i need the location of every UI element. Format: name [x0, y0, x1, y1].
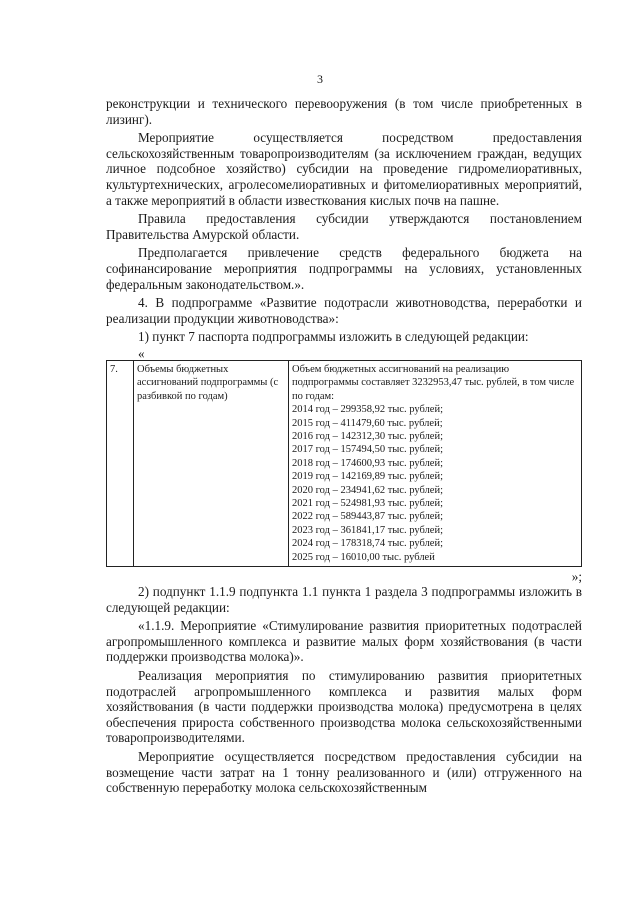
document-body	[106, 96, 582, 799]
table-row	[107, 360, 582, 566]
paragraph: Правила предоставления субсидии утверждаются постановлением Правительства Амурской области.	[106, 211, 582, 242]
page-number: 3	[317, 72, 323, 86]
value-cell	[289, 360, 582, 566]
quote-open-mark: «	[138, 345, 145, 361]
year-line: 2016 год – 142312,30 тыс. рублей;	[292, 430, 444, 442]
budget-intro: Объем бюджетных ассигнований на реализацию подпрограммы составляет 3232953,47 тыс. рублей, в том числе по годам:	[292, 363, 575, 402]
year-line: 2014 год – 299358,92 тыс. рублей;	[292, 404, 444, 416]
year-line: 2025 год – 16010,00 тыс. рублей	[292, 551, 435, 563]
year-line: 2018 год – 174600,93 тыс. рублей;	[292, 457, 444, 469]
row-number-cell: 7.	[107, 360, 134, 566]
paragraph: Реализация мероприятия по стимулированию развития приоритетных подотраслей агропромышленного комплекса и развития малых форм хозяйствования (в части поддержки производства молока) предусмотрена в целях обеспечения прироста собственного производства молока сельскохозяйственными товаропроизводителями.	[106, 667, 582, 746]
paragraph: реконструкции и технического перевооружения (в том числе приобретенных в лизинг).	[106, 96, 582, 127]
year-line: 2017 год – 157494,50 тыс. рублей;	[292, 444, 444, 456]
year-line: 2020 год – 234941,62 тыс. рублей;	[292, 484, 444, 496]
paragraph: 2) подпункт 1.1.9 подпункта 1.1 пункта 1 раздела 3 подпрограммы изложить в следующей редакции:	[106, 584, 582, 615]
paragraph: Мероприятие осуществляется посредством предоставления субсидии на возмещение части затрат на 1 тонну реализованного и (или) отгруженного на собственную переработку молока сельскохозяйственным	[106, 748, 582, 796]
year-line: 2024 год – 178318,74 тыс. рублей;	[292, 538, 444, 550]
paragraph: «1.1.9. Мероприятие «Стимулирование развития приоритетных подотраслей агропромышленного комплекса и развитие малых форм хозяйствования (в части поддержки производства молока)».	[106, 618, 582, 665]
year-line: 2021 год – 524981,93 тыс. рублей;	[292, 497, 444, 509]
budget-table	[106, 360, 582, 567]
paragraph: Мероприятие осуществляется посредством предоставления сельскохозяйственным товаропроизводителям (за исключением граждан, ведущих личное подсобное хозяйство) субсидии на проведение гидромелиоративных, культуртехнических, агролесомелиоративных и фитомелиоративных мероприятий, а также мероприятий в области известкования кислых почв на пашне.	[106, 130, 582, 208]
year-line: 2015 год – 411479,60 тыс. рублей;	[292, 417, 443, 429]
year-line: 2022 год – 589443,87 тыс. рублей;	[292, 511, 444, 523]
quote-close-mark: »;	[571, 569, 582, 584]
paragraph: 1) пункт 7 паспорта подпрограммы изложить в следующей редакции:	[138, 329, 529, 345]
label-cell: Объемы бюджетных ассигнований подпрограммы (с разбивкой по годам)	[134, 360, 289, 566]
paragraph: Предполагается привлечение средств федерального бюджета на софинансирование мероприятия подпрограммы на условиях, установленных федеральным законодательством.».	[106, 245, 582, 292]
year-line: 2023 год – 361841,17 тыс. рублей;	[292, 524, 444, 536]
paragraph: 4. В подпрограмме «Развитие подотрасли животноводства, переработки и реализации продукции животноводства»:	[106, 295, 582, 326]
year-line: 2019 год – 142169,89 тыс. рублей;	[292, 471, 444, 483]
